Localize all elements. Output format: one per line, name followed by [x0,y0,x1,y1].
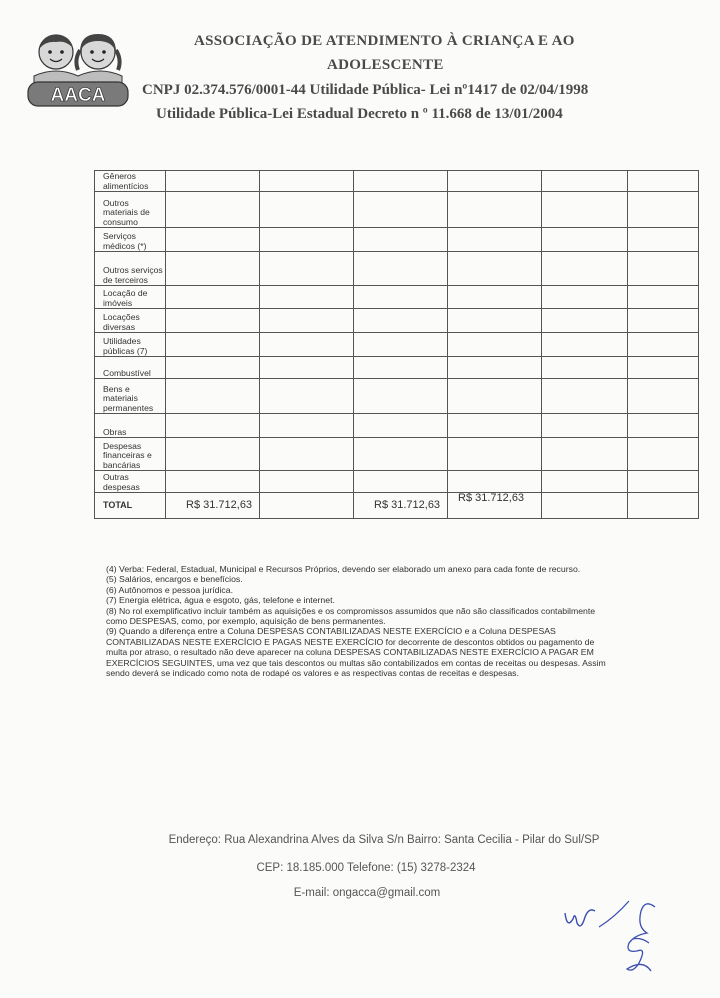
value-cell [354,333,448,357]
footnote-item: (4) Verba: Federal, Estadual, Municipal e Recursos Próprios, devendo ser elaborado um anexo para cada fonte de recurso. [106,564,581,574]
row-label: Outros materiais de consumo [95,192,166,228]
table-row [95,414,699,438]
value-cell [628,493,699,519]
value-cell [448,357,542,379]
svg-text:AACA: AACA [50,85,106,106]
value-cell [448,333,542,357]
value-cell [166,228,260,252]
table-row [95,379,699,414]
value-cell [448,438,542,471]
value-cell [542,438,628,471]
value-cell [448,192,542,228]
value-cell [260,171,354,192]
value-cell [628,286,699,309]
row-label: Combustível [95,357,166,379]
value-cell [448,414,542,438]
value-cell [166,438,260,471]
value-cell [354,357,448,379]
value-cell [354,228,448,252]
value-cell [628,171,699,192]
value-cell [542,252,628,286]
value-cell [166,171,260,192]
value-cell [166,357,260,379]
value-cell [166,414,260,438]
org-name-line2: ADOLESCENTE [327,57,444,73]
value-cell [628,252,699,286]
value-cell [260,228,354,252]
value-cell [542,333,628,357]
row-label: Outras despesas [95,471,166,493]
value-cell [628,228,699,252]
org-cnpj-line: CNPJ 02.374.576/0001-44 Utilidade Pública- Lei nº1417 de 02/04/1998 [142,82,589,98]
footer-cep-phone: CEP: 18.185.000 Telefone: (15) 3278-2324 [256,862,476,874]
footnote-item: (5) Salários, encargos e benefícios. [106,574,243,585]
value-cell: R$ 31.712,63 [448,493,542,519]
value-cell [166,471,260,493]
value-cell [542,286,628,309]
value-cell [542,192,628,228]
table-row [95,438,699,471]
row-label: Obras [95,414,166,438]
footnote-item: (8) No rol exemplificativo incluir também as aquisições e os compromissos assumidos que não são classificados contabilmente como DESPESAS, como, por exemplo, aquisição de bens permanentes. [106,605,596,627]
value-cell [166,192,260,228]
value-cell [354,309,448,333]
value-cell [628,309,699,333]
row-label: Locações diversas [95,309,166,333]
row-label: TOTAL [95,493,166,519]
table-row [95,333,699,357]
value-cell [628,192,699,228]
value-cell [628,471,699,493]
value-cell [628,379,699,414]
value-cell [260,192,354,228]
row-label: Locação de imóveis [95,286,166,309]
table-row [95,357,699,379]
value-cell [542,357,628,379]
total-row [95,493,699,519]
org-utilidade-line: Utilidade Pública-Lei Estadual Decreto n º 11.668 de 13/01/2004 [156,106,563,122]
value-cell [166,309,260,333]
value-cell [260,333,354,357]
table-row [95,171,699,192]
value-cell [260,471,354,493]
footer-address: Endereço: Rua Alexandrina Alves da Silva S/n Bairro: Santa Cecilia - Pilar do Sul/SP [168,834,600,846]
value-cell [260,379,354,414]
value-cell [448,171,542,192]
value-cell [628,438,699,471]
table-row [95,252,699,286]
value-cell [354,192,448,228]
value-cell [448,228,542,252]
value-cell [166,379,260,414]
row-label: Bens e materiais permanentes [95,379,166,414]
value-cell [166,252,260,286]
table-row [95,309,699,333]
value-cell [448,309,542,333]
value-cell [354,252,448,286]
value-cell [448,252,542,286]
value-cell [260,309,354,333]
value-cell: R$ 31.712,63 [354,493,448,519]
value-cell [260,493,354,519]
value-cell [448,286,542,309]
row-label: Outros serviços de terceiros [95,252,166,286]
footnotes [106,564,606,678]
value-cell [628,414,699,438]
handwritten-signature [555,893,675,983]
value-cell [354,286,448,309]
row-label: Gêneros alimentícios [95,171,166,192]
table-row [95,286,699,309]
value-cell [628,357,699,379]
value-cell [166,286,260,309]
value-cell [448,471,542,493]
table-row [95,192,699,228]
footnote-item: (7) Energia elétrica, água e esgoto, gás, telefone e internet. [106,595,335,606]
value-cell [542,228,628,252]
expenses-table [94,170,699,519]
footer-email: E-mail: ongacca@gmail.com [293,887,441,899]
value-cell [166,333,260,357]
value-cell [354,171,448,192]
value-cell [260,252,354,286]
value-cell [354,438,448,471]
value-cell [542,171,628,192]
table-row [95,228,699,252]
value-cell [448,379,542,414]
aaca-logo [22,30,134,110]
footnote-item: (9) Quando a diferença entre a Coluna DESPESAS CONTABILIZADAS NESTE EXERCÍCIO e a Coluna DESPESAS CONTABILIZADAS NESTE EXERCÍCIO E PAGAS NESTE EXERCÍCIO for decorrente de descontos obtidos ou pagamento de multa por atraso, o resultado não deve aparecer na coluna DESPESAS CONTABILIZADAS NESTE EXERCÍCIO A PAGAR EM EXERCÍCIOS SEGUINTES, uma vez que tais descontos ou multas são contabilizados em contas de receitas ou despesas. Assim sendo deverá se indicado como nota de rodapé os valores e as respectivas contas de receitas e despesas. [106,626,606,679]
value-cell [628,333,699,357]
footnote-item: (6) Autônomos e pessoa jurídica. [106,584,234,595]
value-cell [542,379,628,414]
row-label: Despesas financeiras e bancárias [95,438,166,471]
table-row [95,471,699,493]
value-cell [260,438,354,471]
value-cell [354,414,448,438]
value-cell [260,414,354,438]
value-cell [354,379,448,414]
row-label: Utilidades públicas (7) [95,333,166,357]
value-cell [354,471,448,493]
value-cell [542,471,628,493]
row-label: Serviços médicos (*) [95,228,166,252]
value-cell [542,309,628,333]
value-cell [260,357,354,379]
value-cell [542,493,628,519]
org-name-line1: ASSOCIAÇÃO DE ATENDIMENTO À CRIANÇA E AO [194,33,575,49]
value-cell: R$ 31.712,63 [166,493,260,519]
value-cell [260,286,354,309]
value-cell [542,414,628,438]
